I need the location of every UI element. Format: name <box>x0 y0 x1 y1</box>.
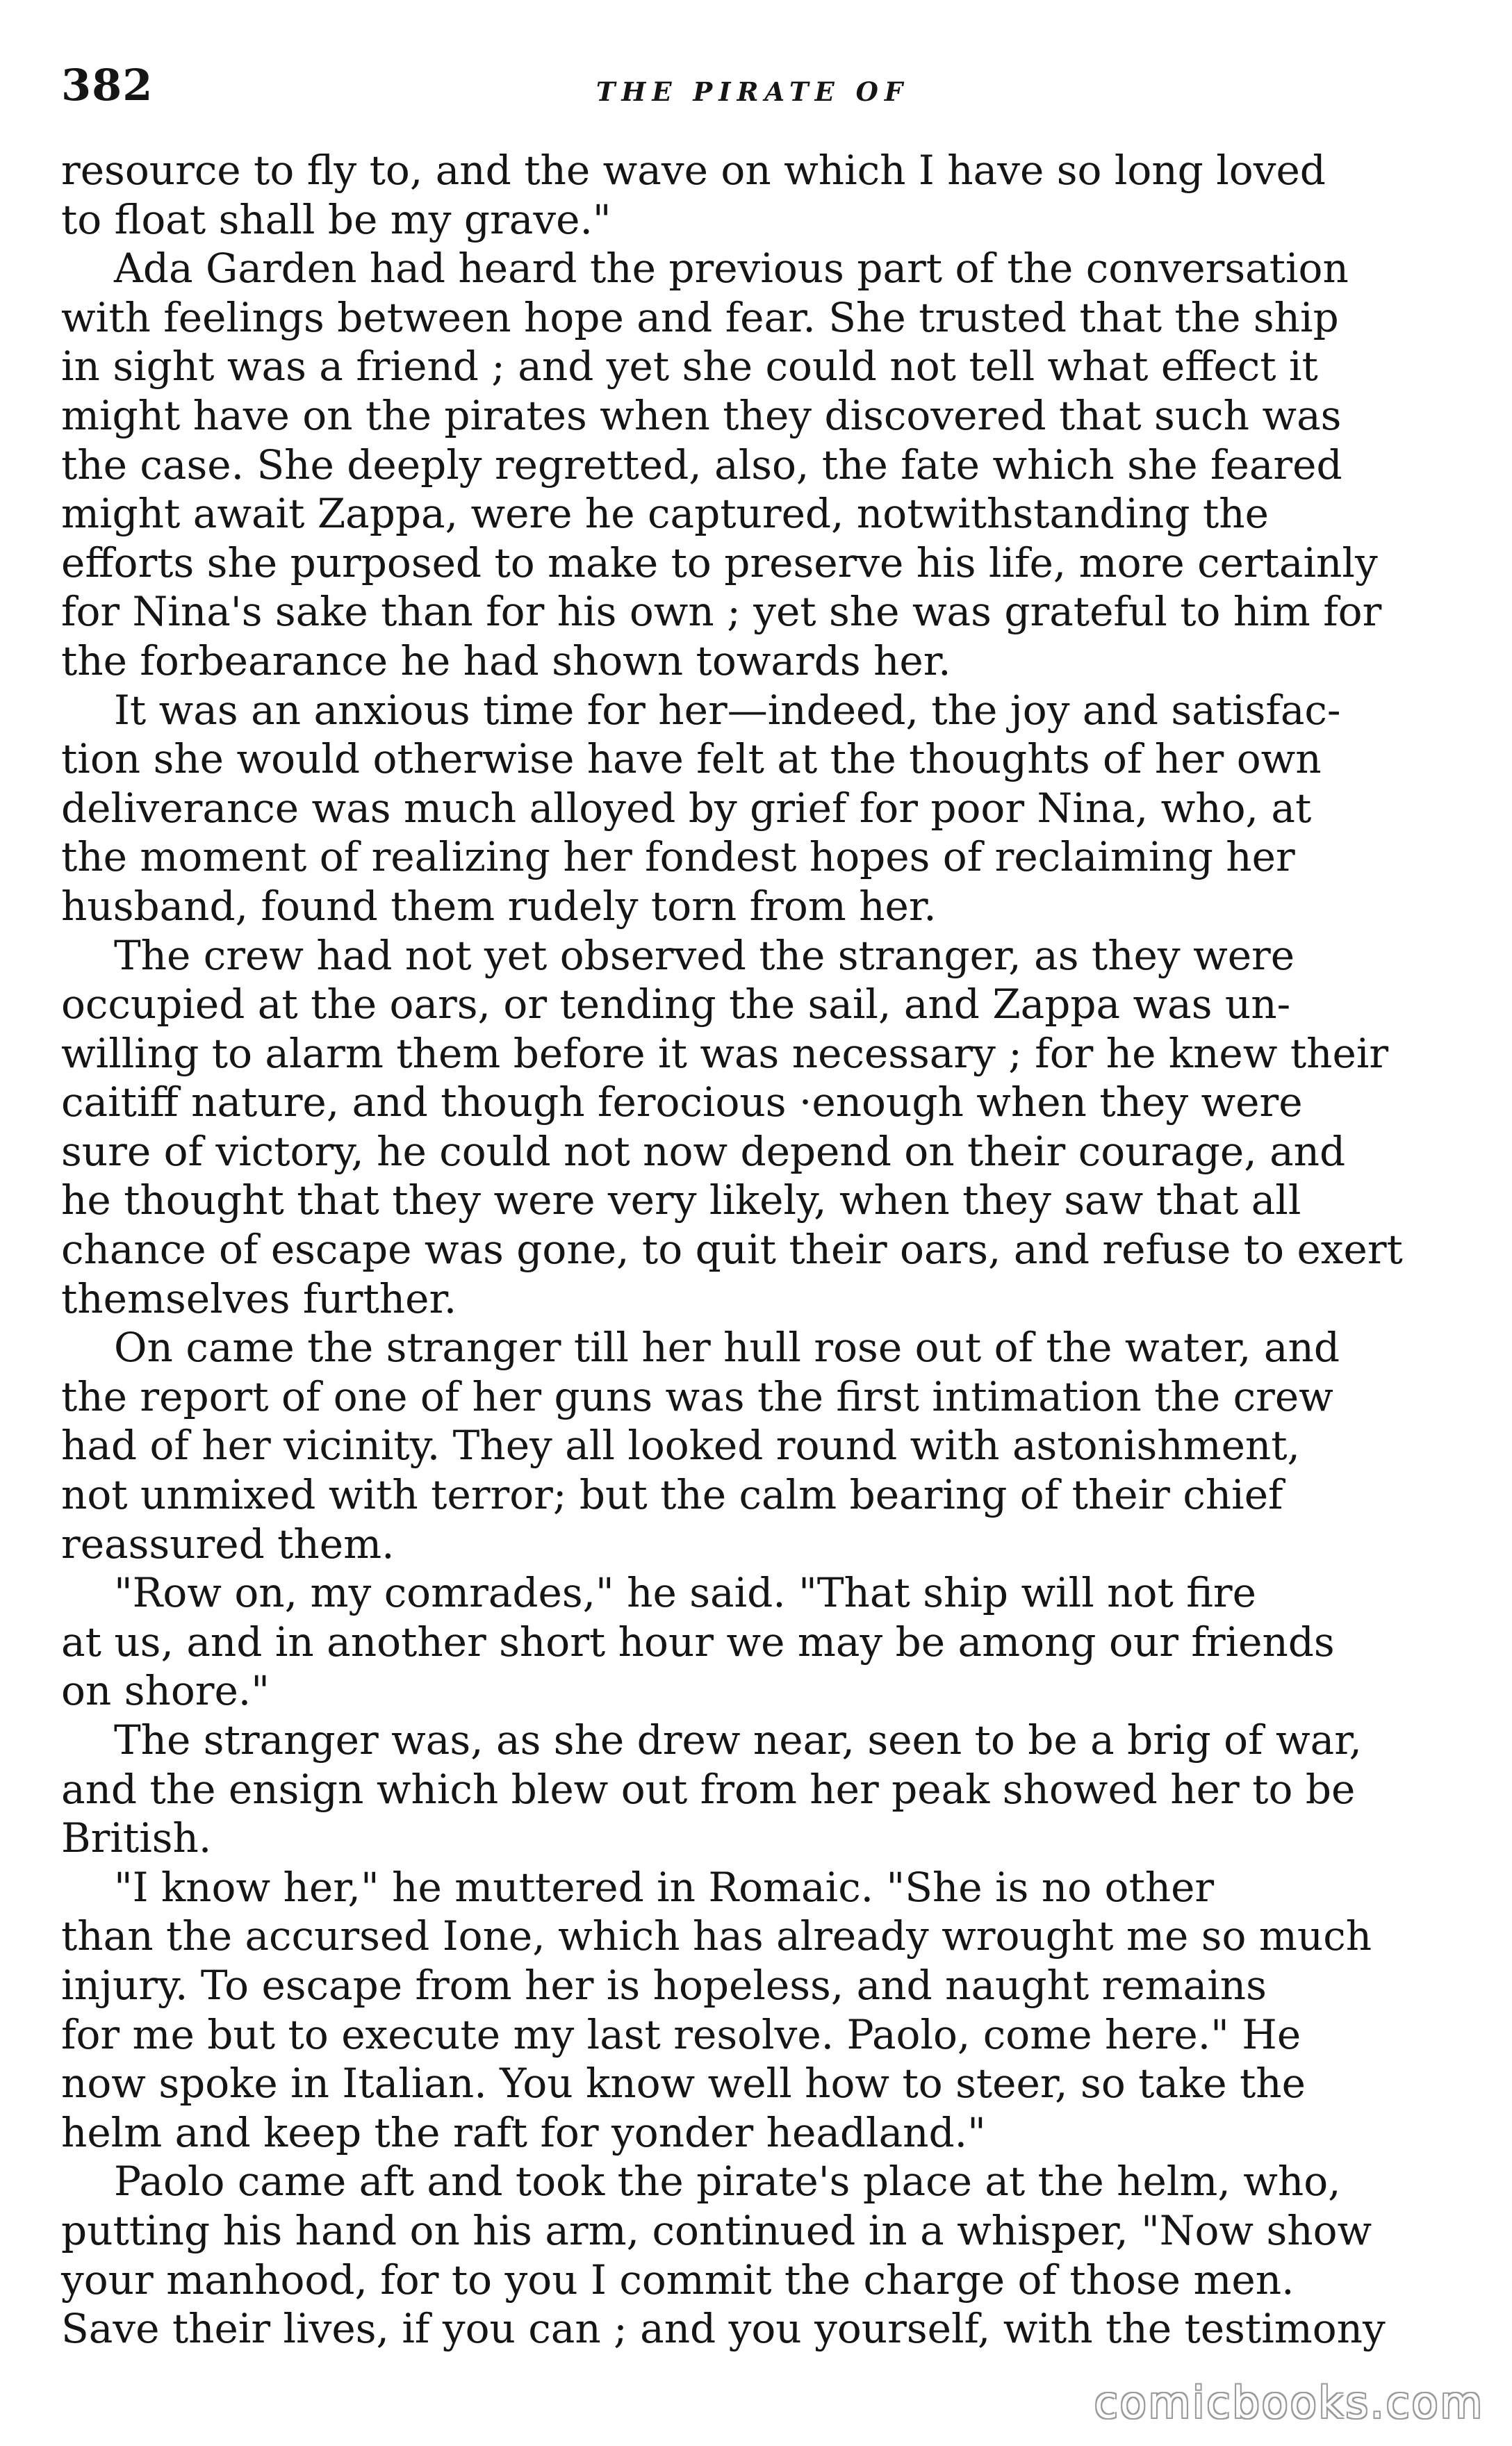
text-line: the case. She deeply regretted, also, the fate which she feared <box>61 441 1342 489</box>
text-line: resource to fly to, and the wave on which I have so long loved <box>61 147 1326 194</box>
text-line: "I know her," he muttered in Romaic. "She is no other <box>114 1863 1215 1911</box>
page-header <box>61 60 1444 122</box>
text-line: might await Zappa, were he captured, notwithstanding the <box>61 490 1269 538</box>
text-line: the forbearance he had shown towards her. <box>61 637 951 684</box>
text-line: might have on the pirates when they discovered that such was <box>61 391 1342 439</box>
text-line: husband, found them rudely torn from her. <box>61 882 937 930</box>
text-line: the report of one of her guns was the first intimation the crew <box>61 1372 1333 1420</box>
text-line: not unmixed with terror; but the calm bearing of their chief <box>61 1471 1283 1519</box>
text-line: with feelings between hope and fear. She trusted that the ship <box>61 293 1339 341</box>
text-line: British. <box>61 1814 212 1862</box>
watermark-logo: comicbooks.com <box>1094 2377 1484 2428</box>
text-line: he thought that they were very likely, when they saw that all <box>61 1176 1301 1224</box>
text-line: your manhood, for to you I commit the charge of those men. <box>61 2256 1295 2304</box>
text-line: for Nina's sake than for his own ; yet she was grateful to him for <box>61 588 1382 636</box>
text-line: and the ensign which blew out from her peak showed her to be <box>61 1765 1356 1813</box>
page-number: 382 <box>61 60 154 110</box>
running-head: THE PIRATE OF <box>595 76 910 107</box>
text-line: helm and keep the raft for yonder headland." <box>61 2108 986 2156</box>
text-line: in sight was a friend ; and yet she could not tell what effect it <box>61 343 1318 391</box>
text-line: deliverance was much alloyed by grief for poor Nina, who, at <box>61 784 1312 832</box>
text-line: chance of escape was gone, to quit their oars, and refuse to exert <box>61 1226 1403 1274</box>
text-line: putting his hand on his arm, continued in a whisper, "Now show <box>61 2206 1372 2254</box>
text-line: at us, and in another short hour we may be among our friends <box>61 1618 1335 1666</box>
text-line: willing to alarm them before it was necessary ; for he knew their <box>61 1029 1389 1077</box>
text-line: caitiff nature, and though ferocious ·enough when they were <box>61 1078 1303 1126</box>
text-line: on shore." <box>61 1667 270 1715</box>
text-line: Paolo came aft and took the pirate's place at the helm, who, <box>114 2158 1341 2206</box>
text-line: to float shall be my grave." <box>61 195 611 243</box>
text-line: sure of victory, he could not now depend on their courage, and <box>61 1127 1346 1175</box>
text-line: for me but to execute my last resolve. Paolo, come here." He <box>61 2010 1301 2058</box>
text-line: It was an anxious time for her—indeed, the joy and satisfac- <box>114 686 1341 734</box>
text-line: The crew had not yet observed the stranger, as they were <box>114 931 1295 979</box>
text-line: "Row on, my comrades," he said. "That ship will not fire <box>114 1569 1256 1617</box>
text-line: had of her vicinity. They all looked round with astonishment, <box>61 1422 1300 1470</box>
body-text <box>61 146 1444 2354</box>
text-line: than the accursed Ione, which has already wrought me so much <box>61 1912 1372 1960</box>
text-line: the moment of realizing her fondest hopes of reclaiming her <box>61 833 1295 881</box>
text-line: tion she would otherwise have felt at the thoughts of her own <box>61 735 1322 783</box>
text-line: themselves further. <box>61 1274 457 1322</box>
text-line: reassured them. <box>61 1520 395 1568</box>
text-line: efforts she purposed to make to preserve his life, more certainly <box>61 539 1378 586</box>
text-line: now spoke in Italian. You know well how to steer, so take the <box>61 2060 1306 2108</box>
text-line: occupied at the oars, or tending the sail, and Zappa was un- <box>61 980 1291 1028</box>
text-line: On came the stranger till her hull rose out of the water, and <box>114 1324 1340 1372</box>
text-line: Ada Garden had heard the previous part of the conversation <box>114 245 1349 293</box>
text-line: Save their lives, if you can ; and you yourself, with the testimony <box>61 2305 1386 2353</box>
text-line: The stranger was, as she drew near, seen to be a brig of war, <box>114 1716 1362 1764</box>
text-line: injury. To escape from her is hopeless, and naught remains <box>61 1961 1267 2009</box>
